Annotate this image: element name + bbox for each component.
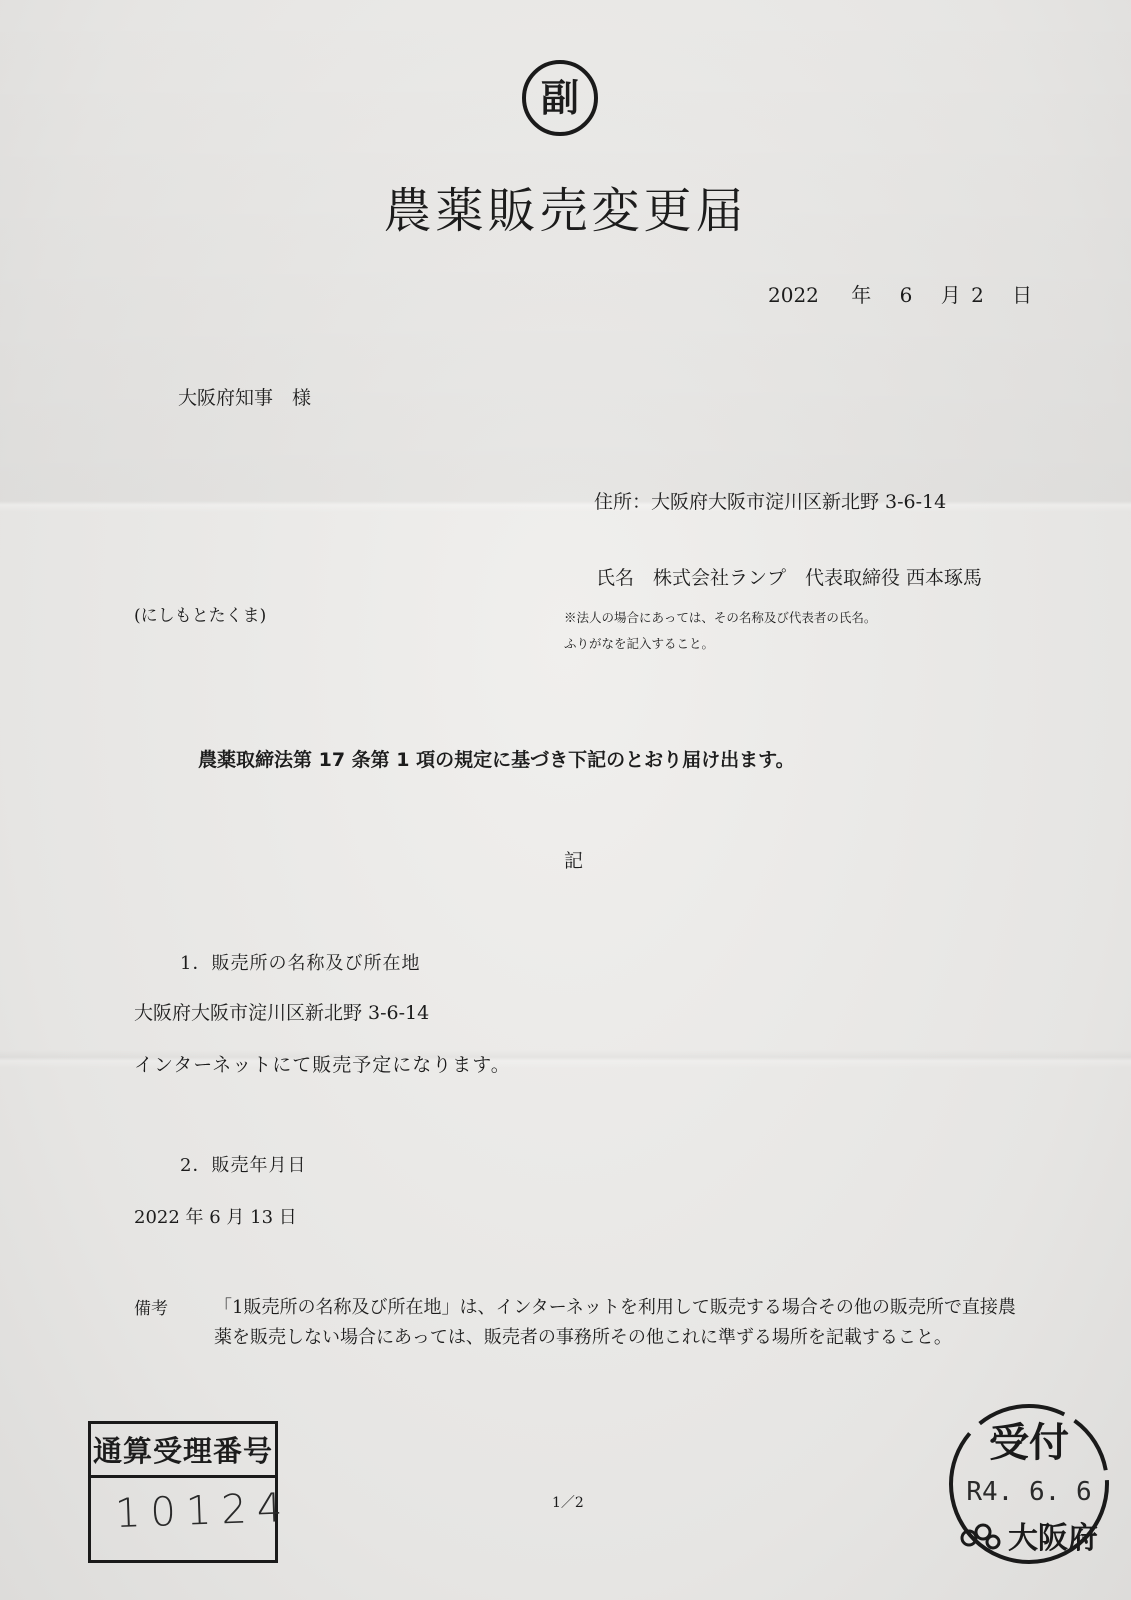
applicant-address: 住所：大阪府大阪市淀川区新北野 3-6-14 [594, 491, 947, 513]
applicant-note-line1: ※法人の場合にあっては、その名称及び代表者の氏名。 [564, 610, 877, 625]
applicant-note-line2: ふりがなを記入すること。 [564, 636, 715, 651]
document-title: 農薬販売変更届 [383, 183, 748, 239]
page-number: 1／2 [552, 1495, 584, 1511]
remarks-text: 「1販売所の名称及び所在地」は、インターネットを利用して販売する場合その他の販売所で直接農薬を販売しない場合にあっては、販売者の事務所その他これに準ずる場所を記載すること。 [214, 1297, 1016, 1348]
receipt-stamp-office: 大阪府 [1008, 1521, 1098, 1556]
date-day: 2 [971, 283, 984, 307]
receipt-number-title: 通算受理番号 [91, 1424, 275, 1478]
section2-heading: 2．販売年月日 [180, 1155, 307, 1176]
section1-heading: 1．販売所の名称及び所在地 [180, 953, 421, 974]
section1-note: インターネットにて販売予定になります。 [134, 1054, 511, 1076]
date-day-unit: 日 [1012, 283, 1033, 307]
copy-stamp [522, 60, 598, 136]
remarks-label: 備考 [134, 1299, 168, 1319]
ki-heading: 記 [564, 850, 584, 872]
receipt-number: 10124 [114, 1484, 293, 1538]
date-month-unit: 月 [940, 283, 961, 307]
date-year-unit: 年 [851, 283, 872, 307]
section2-date: 2022 年 6 月 13 日 [134, 1207, 297, 1228]
applicant-name: 氏名 株式会社ランプ 代表取締役 西本琢馬 [596, 567, 983, 589]
receipt-stamp [945, 1400, 1113, 1568]
addressee: 大阪府知事 様 [178, 387, 312, 409]
receipt-stamp-date: R4. 6. 6 [966, 1477, 1092, 1507]
lead-statement: 農薬取締法第 17 条第 1 項の規定に基づき下記のとおり届け出ます。 [198, 749, 795, 771]
receipt-stamp-title: 受付 [989, 1420, 1069, 1466]
applicant-furigana: (にしもとたくま) [134, 606, 267, 626]
submission-date [768, 279, 1032, 308]
section1-address: 大阪府大阪市淀川区新北野 3-6-14 [134, 1002, 430, 1024]
date-year: 2022 [768, 283, 819, 307]
date-month: 6 [899, 283, 913, 307]
copy-stamp-text: 副 [540, 75, 579, 120]
receipt-number-box [88, 1421, 293, 1563]
